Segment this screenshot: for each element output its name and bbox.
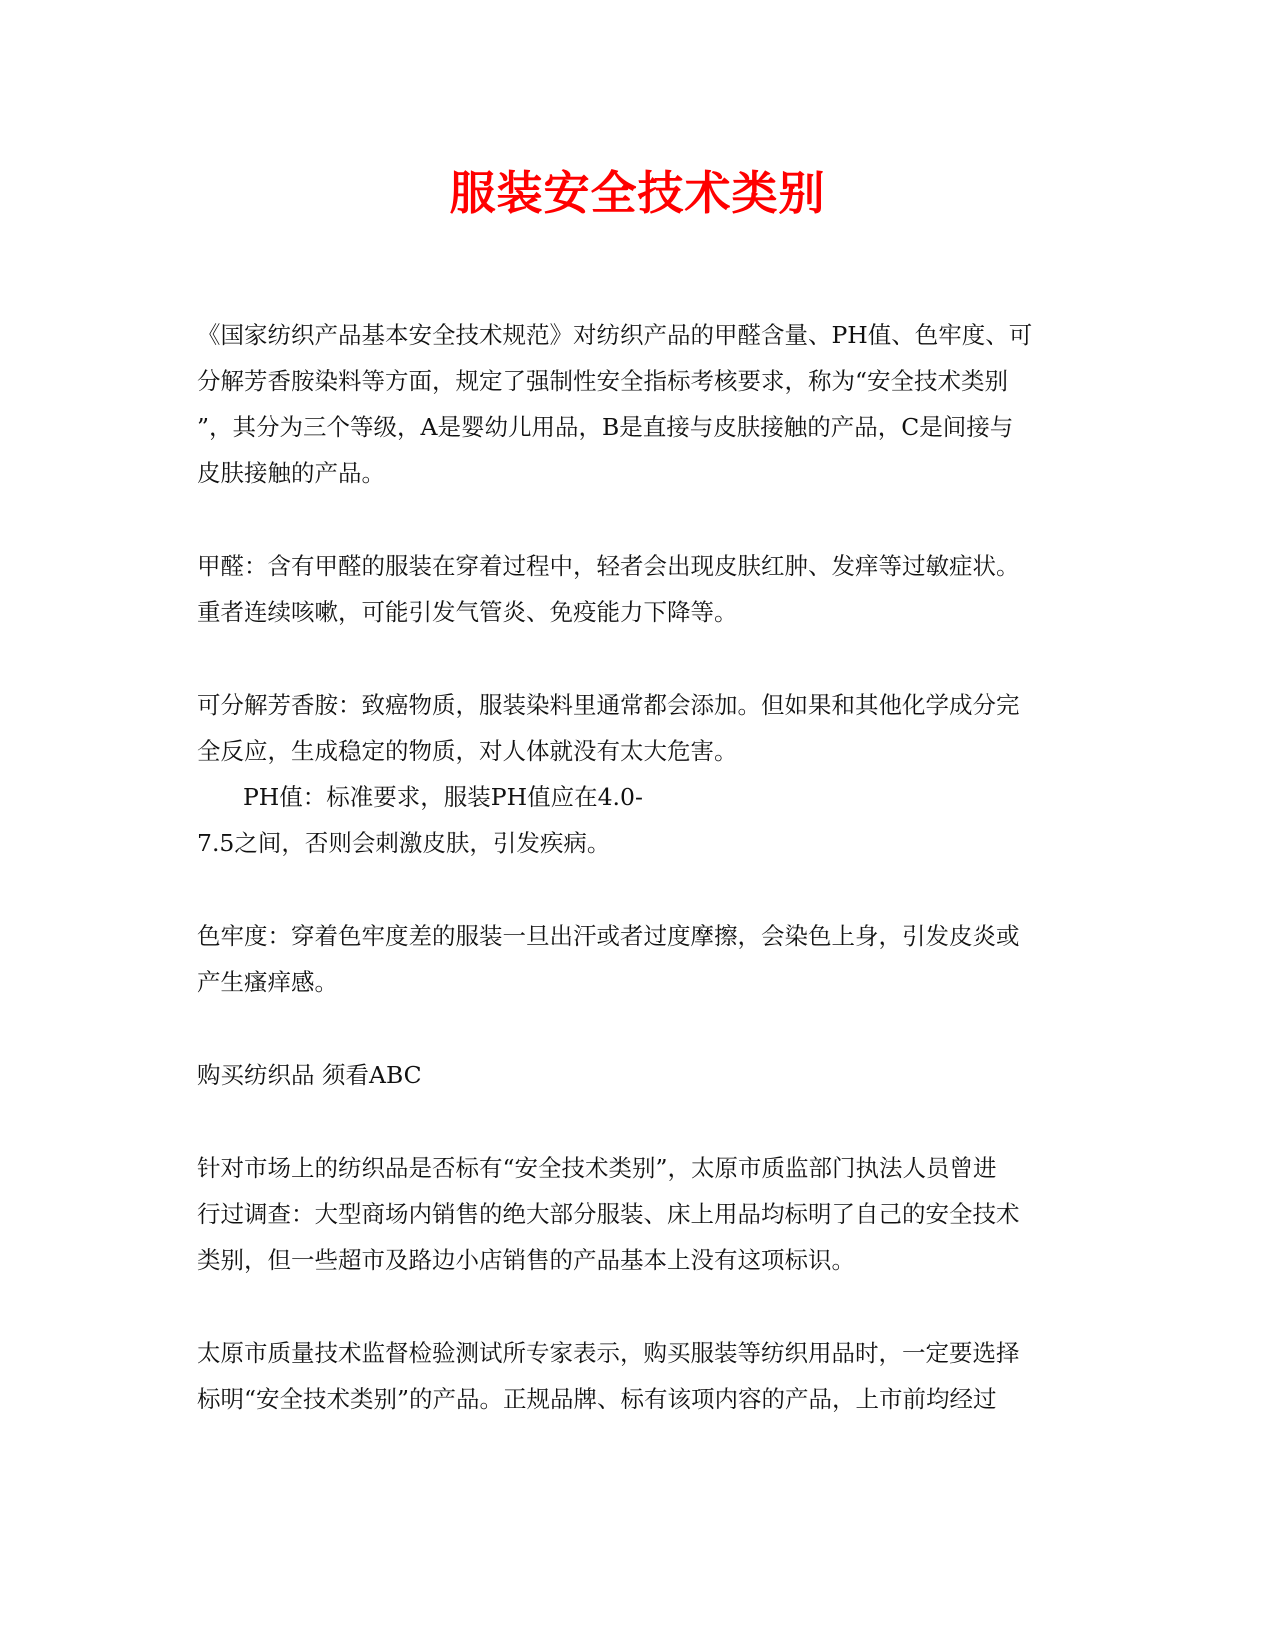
- text-line: 皮肤接触的产品。: [197, 459, 385, 487]
- text-line: 行过调查：大型商场内销售的绝大部分服装、床上用品均标明了自己的安全技术: [197, 1200, 1020, 1228]
- text-line: 甲醛：含有甲醛的服装在穿着过程中，轻者会出现皮肤红肿、发痒等过敏症状。: [197, 552, 1020, 580]
- section-heading: 购买纺织品 须看ABC: [197, 1061, 422, 1089]
- text-line: 类别，但一些超市及路边小店销售的产品基本上没有这项标识。: [197, 1246, 855, 1274]
- text-line: 全反应，生成稳定的物质，对人体就没有太大危害。: [197, 737, 738, 765]
- text-line: 可分解芳香胺：致癌物质，服装染料里通常都会添加。但如果和其他化学成分完: [197, 691, 1020, 719]
- text-line: 产生瘙痒感。: [197, 968, 338, 996]
- text-line: ”，其分为三个等级，A是婴幼儿用品，B是直接与皮肤接触的产品，C是间接与: [197, 413, 1014, 441]
- text-line: 7.5之间，否则会刺激皮肤，引发疾病。: [197, 829, 611, 857]
- text-line: 标明“安全技术类别”的产品。正规品牌、标有该项内容的产品，上市前均经过: [197, 1385, 997, 1413]
- text-line: 太原市质量技术监督检验测试所专家表示，购买服装等纺织用品时，一定要选择: [197, 1339, 1020, 1367]
- text-line: PH值：标准要求，服装PH值应在4.0-: [243, 783, 643, 811]
- text-line: 针对市场上的纺织品是否标有“安全技术类别”，太原市质监部门执法人员曾进: [197, 1154, 997, 1182]
- text-line: 《国家纺织产品基本安全技术规范》对纺织产品的甲醛含量、PH值、色牢度、可: [197, 321, 1033, 349]
- document-title: 服装安全技术类别: [449, 166, 826, 220]
- text-line: 重者连续咳嗽，可能引发气管炎、免疫能力下降等。: [197, 598, 738, 626]
- text-line: 分解芳香胺染料等方面，规定了强制性安全指标考核要求，称为“安全技术类别: [197, 367, 1009, 395]
- text-line: 色牢度：穿着色牢度差的服装一旦出汗或者过度摩擦，会染色上身，引发皮炎或: [197, 922, 1020, 950]
